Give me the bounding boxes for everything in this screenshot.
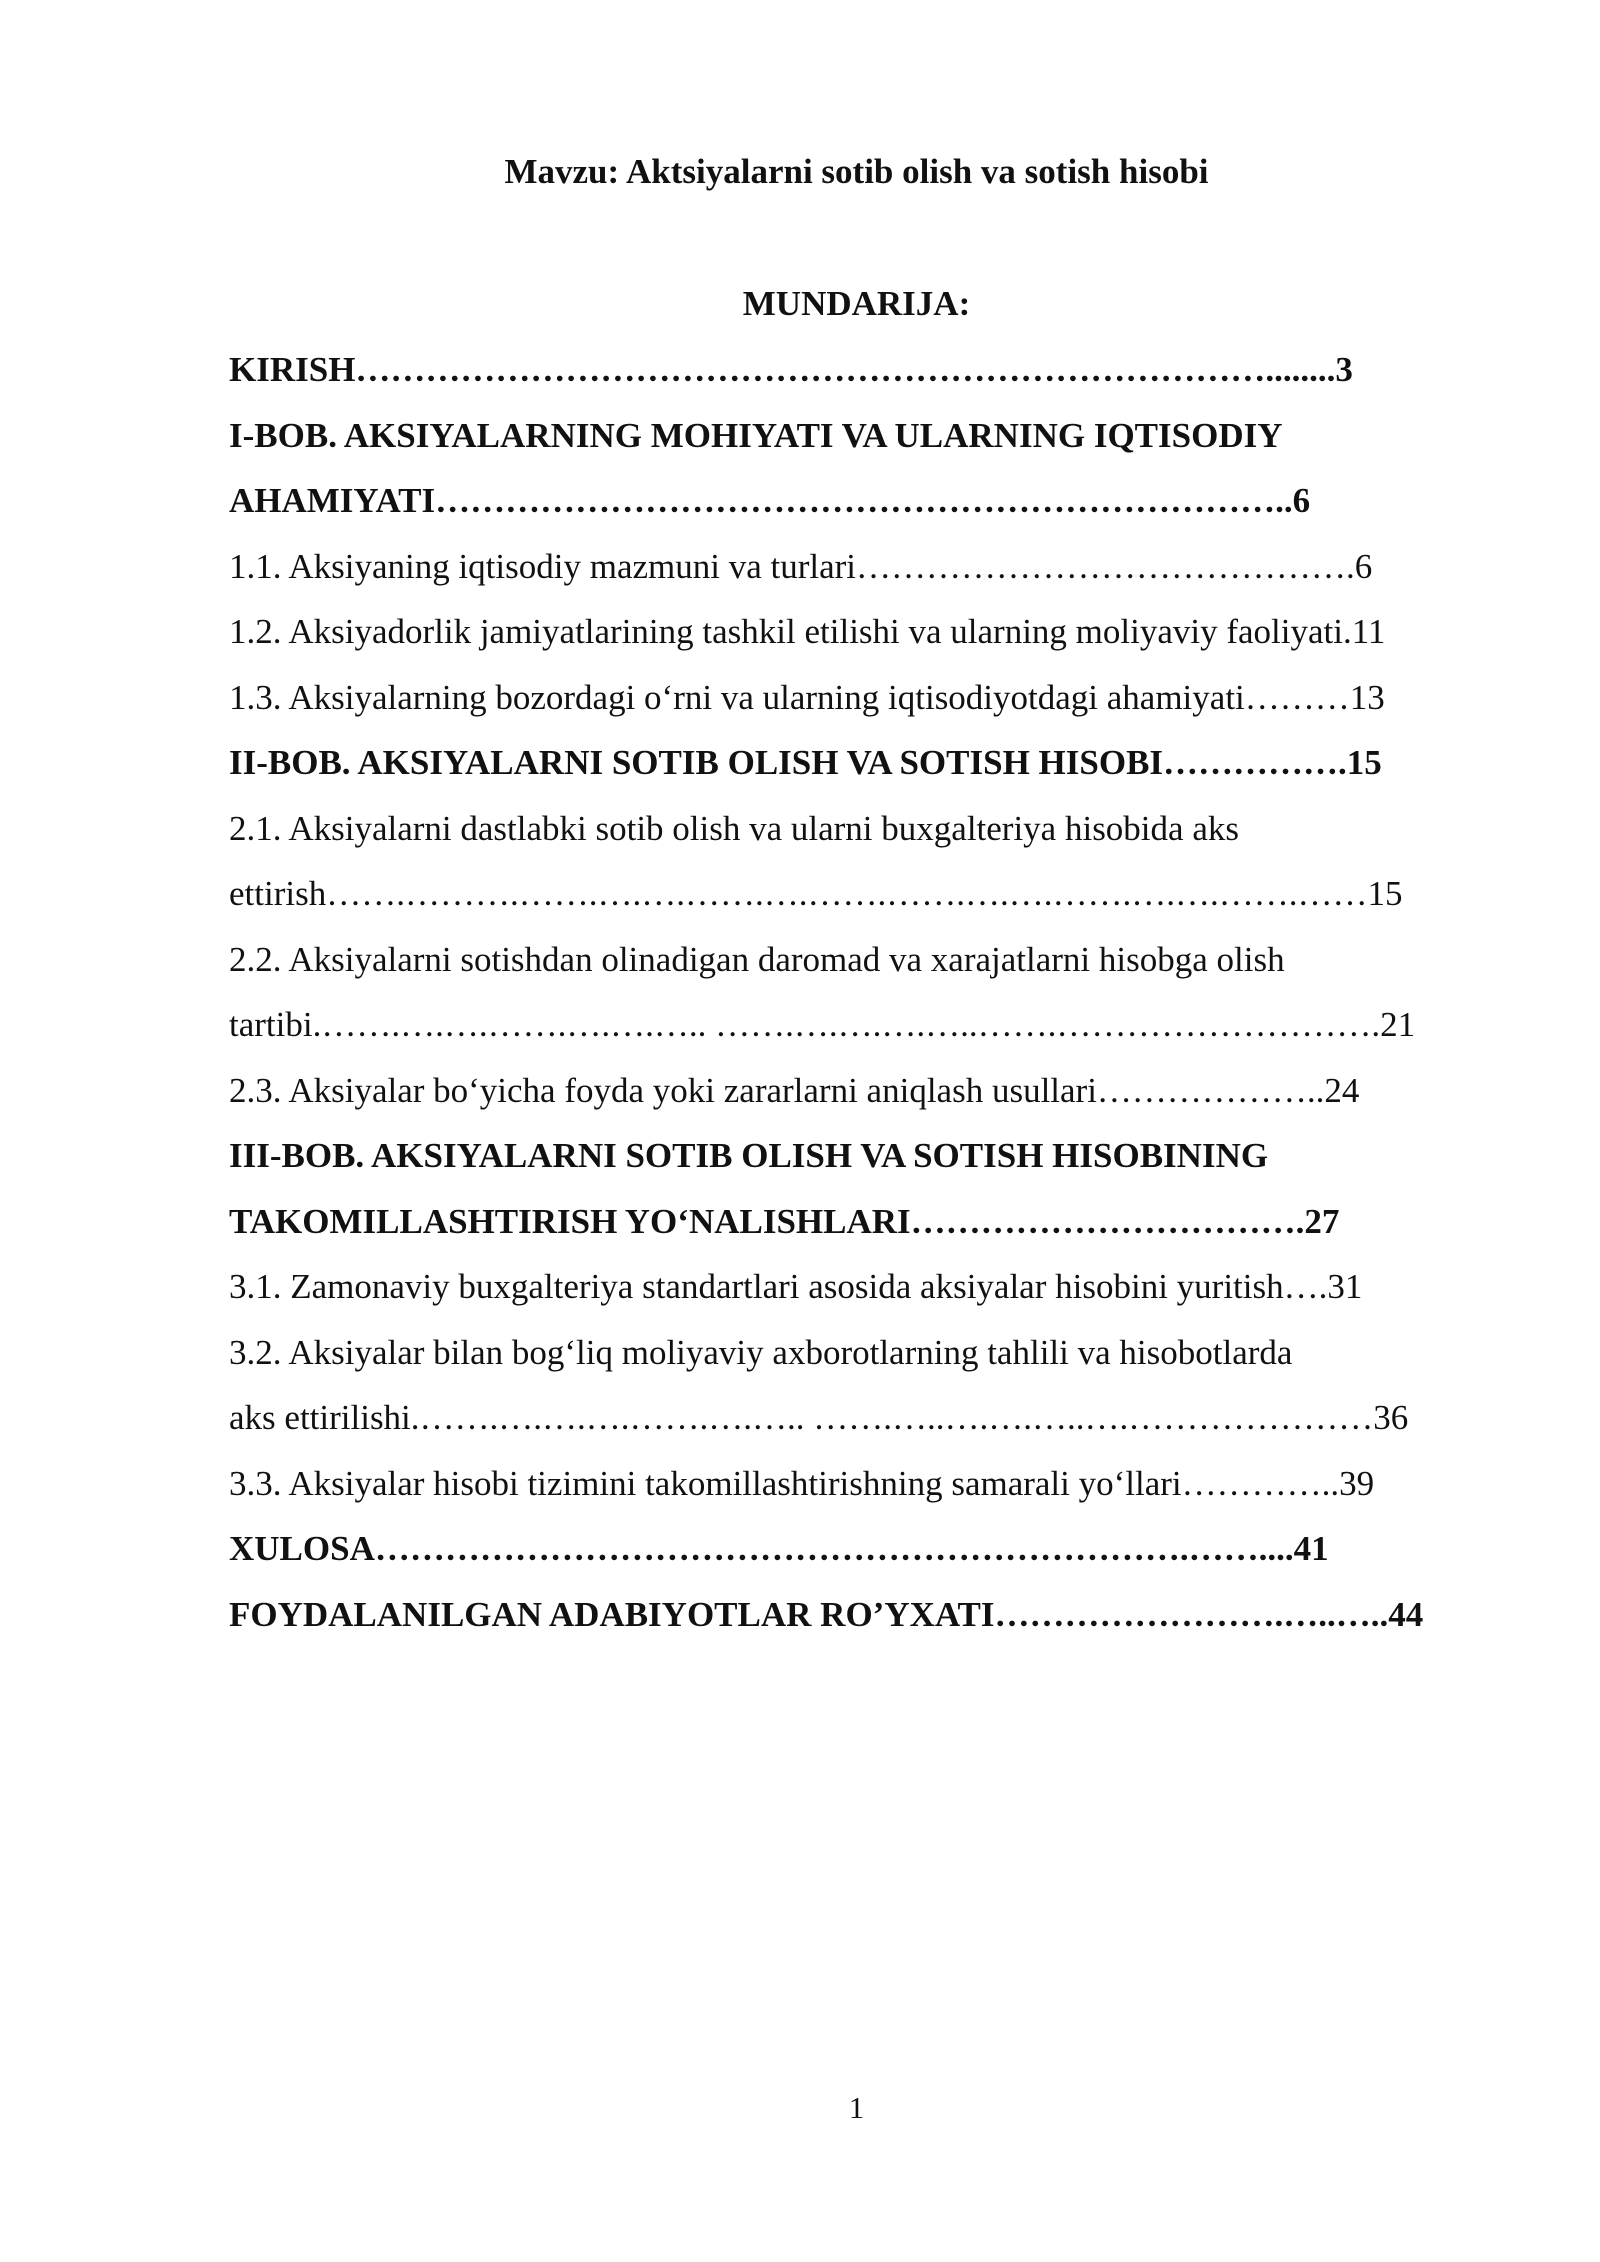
toc-entry-2-1-line-2: ettirish…….……….…….….….…….….…….…….….….…….….….…….……15: [229, 874, 1403, 913]
toc-entry-2-2-line-1: 2.2. Aksiyalarni sotishdan olinadigan daromad va xarajatlarni hisobga olish: [229, 939, 1285, 979]
toc-entry-2-2-line-2: tartibi.…….….….…….….….….. …….….….….…..…….……………………….21: [229, 1005, 1416, 1044]
toc-entry-chapter-3-line-2: TAKOMILLASHTIRISH YO‘NALISHLARI…………………………….27: [229, 1201, 1340, 1241]
toc-entry-1-2: 1.2. Aksiyadorlik jamiyatlarining tashkil etilishi va ularning moliyaviy faoliyati.11: [229, 612, 1386, 651]
toc-entry-1-3: 1.3. Aksiyalarning bozordagi o‘rni va ularning iqtisodiyotdagi ahamiyati………13: [229, 677, 1385, 717]
toc-entry-1-1: 1.1. Aksiyaning iqtisodiy mazmuni va turlari…………………………………….6: [229, 546, 1373, 586]
toc-heading: MUNDARIJA:: [742, 284, 971, 323]
toc-entry-2-1-line-1: 2.1. Aksiyalarni dastlabki sotib olish va ularni buxgalteriya hisobida aks: [229, 808, 1239, 848]
toc-entry-kirish: KIRISH……………………………………………………………………........3: [229, 350, 1353, 389]
page-number: 1: [848, 2090, 865, 2125]
toc-entry-3-3: 3.3. Aksiyalar hisobi tizimini takomillashtirishning samarali yo‘llari…………..39: [229, 1463, 1375, 1503]
document-title: Mavzu: Aktsiyalarni sotib olish va sotish hisobi: [504, 152, 1209, 191]
toc-entry-chapter-1-line-2: AHAMIYATI………………………………………………………………..6: [229, 481, 1311, 520]
toc-entry-references: FOYDALANILGAN ADABIYOTLAR RO’YXATI…………………….…..…..44: [229, 1594, 1424, 1634]
toc-entry-chapter-3-line-1: III-BOB. AKSIYALARNI SOTIB OLISH VA SOTISH HISOBINING: [229, 1136, 1269, 1175]
toc-entry-chapter-2: II-BOB. AKSIYALARNI SOTIB OLISH VA SOTISH HISOBI…………….15: [229, 743, 1382, 782]
toc-entry-3-2-line-1: 3.2. Aksiyalar bilan bog‘liq moliyaviy axborotlarning tahlili va hisobotlarda: [229, 1332, 1293, 1372]
toc-entry-3-1: 3.1. Zamonaviy buxgalteriya standartlari asosida aksiyalar hisobini yuritish….31: [229, 1267, 1363, 1306]
toc-entry-xulosa: XULOSA…………………………………………………………….……....41: [229, 1529, 1329, 1568]
toc-entry-3-2-line-2: aks ettirilishi.…….….….….…….….….. …….…..….….…..….…………………36: [229, 1398, 1409, 1437]
toc-entry-2-3: 2.3. Aksiyalar bo‘yicha foyda yoki zararlarni aniqlash usullari………………..24: [229, 1070, 1360, 1110]
toc-entry-chapter-1-line-1: I-BOB. AKSIYALARNING MOHIYATI VA ULARNING IQTISODIY: [229, 415, 1283, 455]
table-of-contents: [229, 345, 1529, 1655]
